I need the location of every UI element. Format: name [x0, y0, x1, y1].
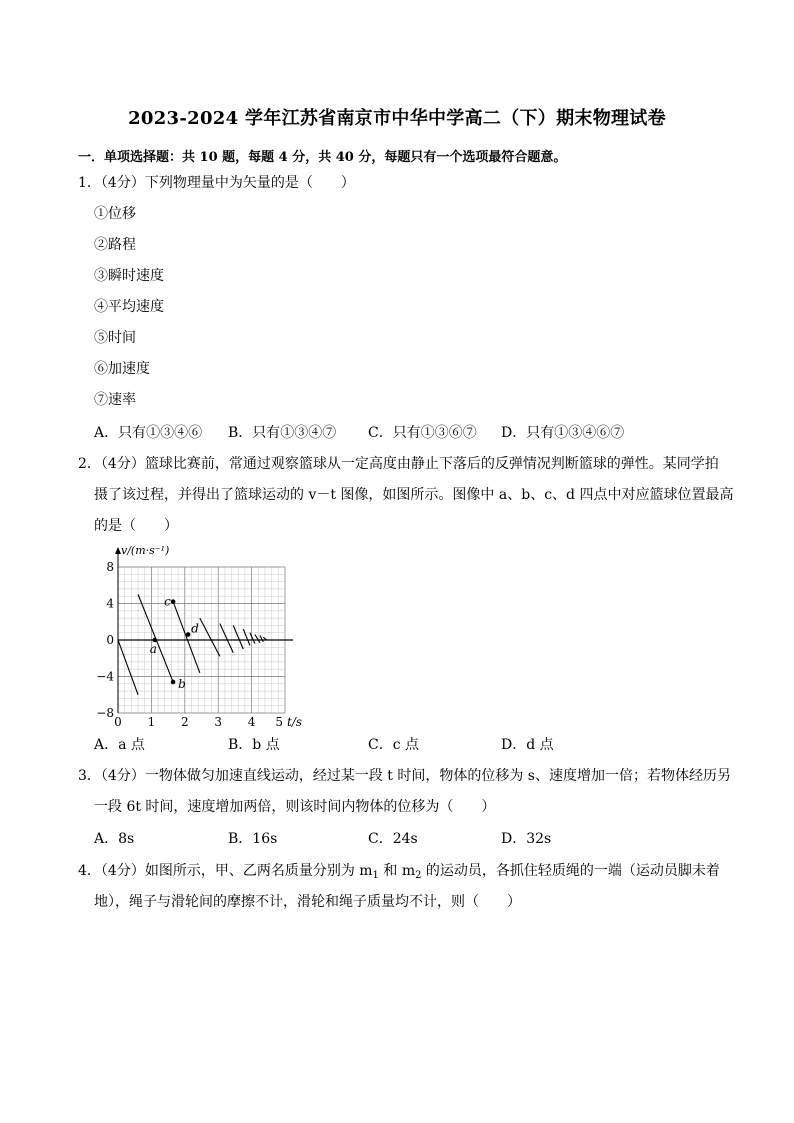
vt-segment	[255, 635, 260, 643]
x-tick-label: 2	[180, 715, 189, 729]
q3-option-c[interactable]: C．24s	[368, 831, 418, 847]
point-label-c: c	[164, 594, 171, 609]
y-tick-label: −4	[96, 669, 114, 684]
q2-option-b[interactable]: B．b 点	[228, 737, 280, 753]
q2-option-d[interactable]: D．d 点	[501, 737, 554, 753]
point-b	[171, 680, 176, 685]
vt-segment	[118, 640, 138, 695]
q1-item: ⑥加速度	[94, 361, 150, 377]
q4-sub-2: 2	[415, 870, 422, 881]
q4-sub-1: 1	[372, 870, 379, 881]
x-tick-label: 3	[214, 715, 223, 729]
q4-text-c: 的运动员，各抓住轻质绳的一端（运动员脚未着	[421, 863, 720, 879]
vt-segment	[243, 629, 250, 645]
vt-segment	[260, 635, 263, 641]
vt-segment	[250, 633, 255, 644]
vt-segment	[173, 602, 200, 673]
x-tick-label: 0	[114, 715, 122, 729]
vt-segment	[200, 618, 220, 656]
q1-item: ②路程	[94, 237, 136, 253]
y-tick-label: 4	[106, 596, 114, 611]
q1-item: ①位移	[94, 206, 136, 222]
x-tick-label: 5	[275, 715, 283, 729]
y-axis-label: v/(m·s⁻¹)	[121, 544, 170, 557]
vt-chart	[84, 540, 324, 735]
q1-option-c[interactable]: C．只有①③⑥⑦	[368, 425, 477, 441]
y-tick-label: 0	[106, 633, 114, 647]
q1-item: ⑦速率	[94, 392, 136, 408]
point-d	[186, 632, 191, 637]
q3-option-d[interactable]: D．32s	[501, 831, 552, 847]
point-label-a: a	[149, 642, 157, 656]
q1-item: ④平均速度	[94, 299, 164, 315]
q3-stem-line2: 一段 6t 时间，速度增加两倍，则该时间内物体的位移为（ ）	[94, 799, 496, 815]
section-heading: 一．单项选择题：共 10 题，每题 4 分，共 40 分，每题只有一个选项最符合题意。	[78, 150, 567, 165]
q2-stem-line1: 2．（4分）篮球比赛前，常通过观察篮球从一定高度由静止下落后的反弹情况判断篮球的弹性。某同学拍	[78, 456, 719, 472]
y-tick-label: −8	[96, 706, 114, 720]
page-title: 2023-2024 学年江苏省南京市中华中学高二（下）期末物理试卷	[128, 108, 666, 129]
q2-stem-line2: 摄了该过程，并得出了篮球运动的 v－t 图像，如图所示。图像中 a、b、c、d 四点中对应篮球位置最高	[94, 487, 734, 503]
q1-option-b[interactable]: B．只有①③④⑦	[228, 425, 337, 441]
x-tick-label: 4	[247, 715, 256, 729]
point-c	[171, 599, 176, 604]
q3-stem-line1: 3．（4分）一物体做匀加速直线运动，经过某一段 t 时间，物体的位移为 s、速度增加一倍；若物体经历另	[78, 768, 731, 784]
q1-item: ③瞬时速度	[94, 268, 164, 284]
q4-stem-line1	[78, 861, 720, 886]
q3-option-a[interactable]: A．8s	[94, 831, 135, 847]
q1-option-a[interactable]: A．只有①③④⑥	[94, 425, 203, 441]
point-label-d: d	[191, 621, 199, 636]
q4-text-b: 和 m	[378, 863, 416, 879]
q2-option-a[interactable]: A．a 点	[94, 737, 145, 753]
q4-stem-line2: 地），绳子与滑轮间的摩擦不计，滑轮和绳子质量均不计，则（ ）	[94, 894, 521, 910]
q2-stem-line3: 的是（ ）	[94, 518, 178, 534]
vt-segment	[220, 624, 233, 653]
y-tick-label: 8	[106, 560, 114, 574]
q3-option-b[interactable]: B．16s	[228, 831, 278, 847]
q1-item: ⑤时间	[94, 330, 136, 346]
x-tick-label: 1	[147, 715, 156, 729]
q1-stem: 1．（4分）下列物理量中为矢量的是（ ）	[78, 175, 355, 191]
q4-text-a: 4．（4分）如图所示，甲、乙两名质量分别为 m	[78, 863, 373, 879]
q2-option-c[interactable]: C．c 点	[368, 737, 420, 753]
point-label-b: b	[178, 676, 186, 691]
q1-option-d[interactable]: D．只有①③④⑥⑦	[501, 425, 625, 441]
x-axis-label: t/s	[287, 715, 303, 729]
